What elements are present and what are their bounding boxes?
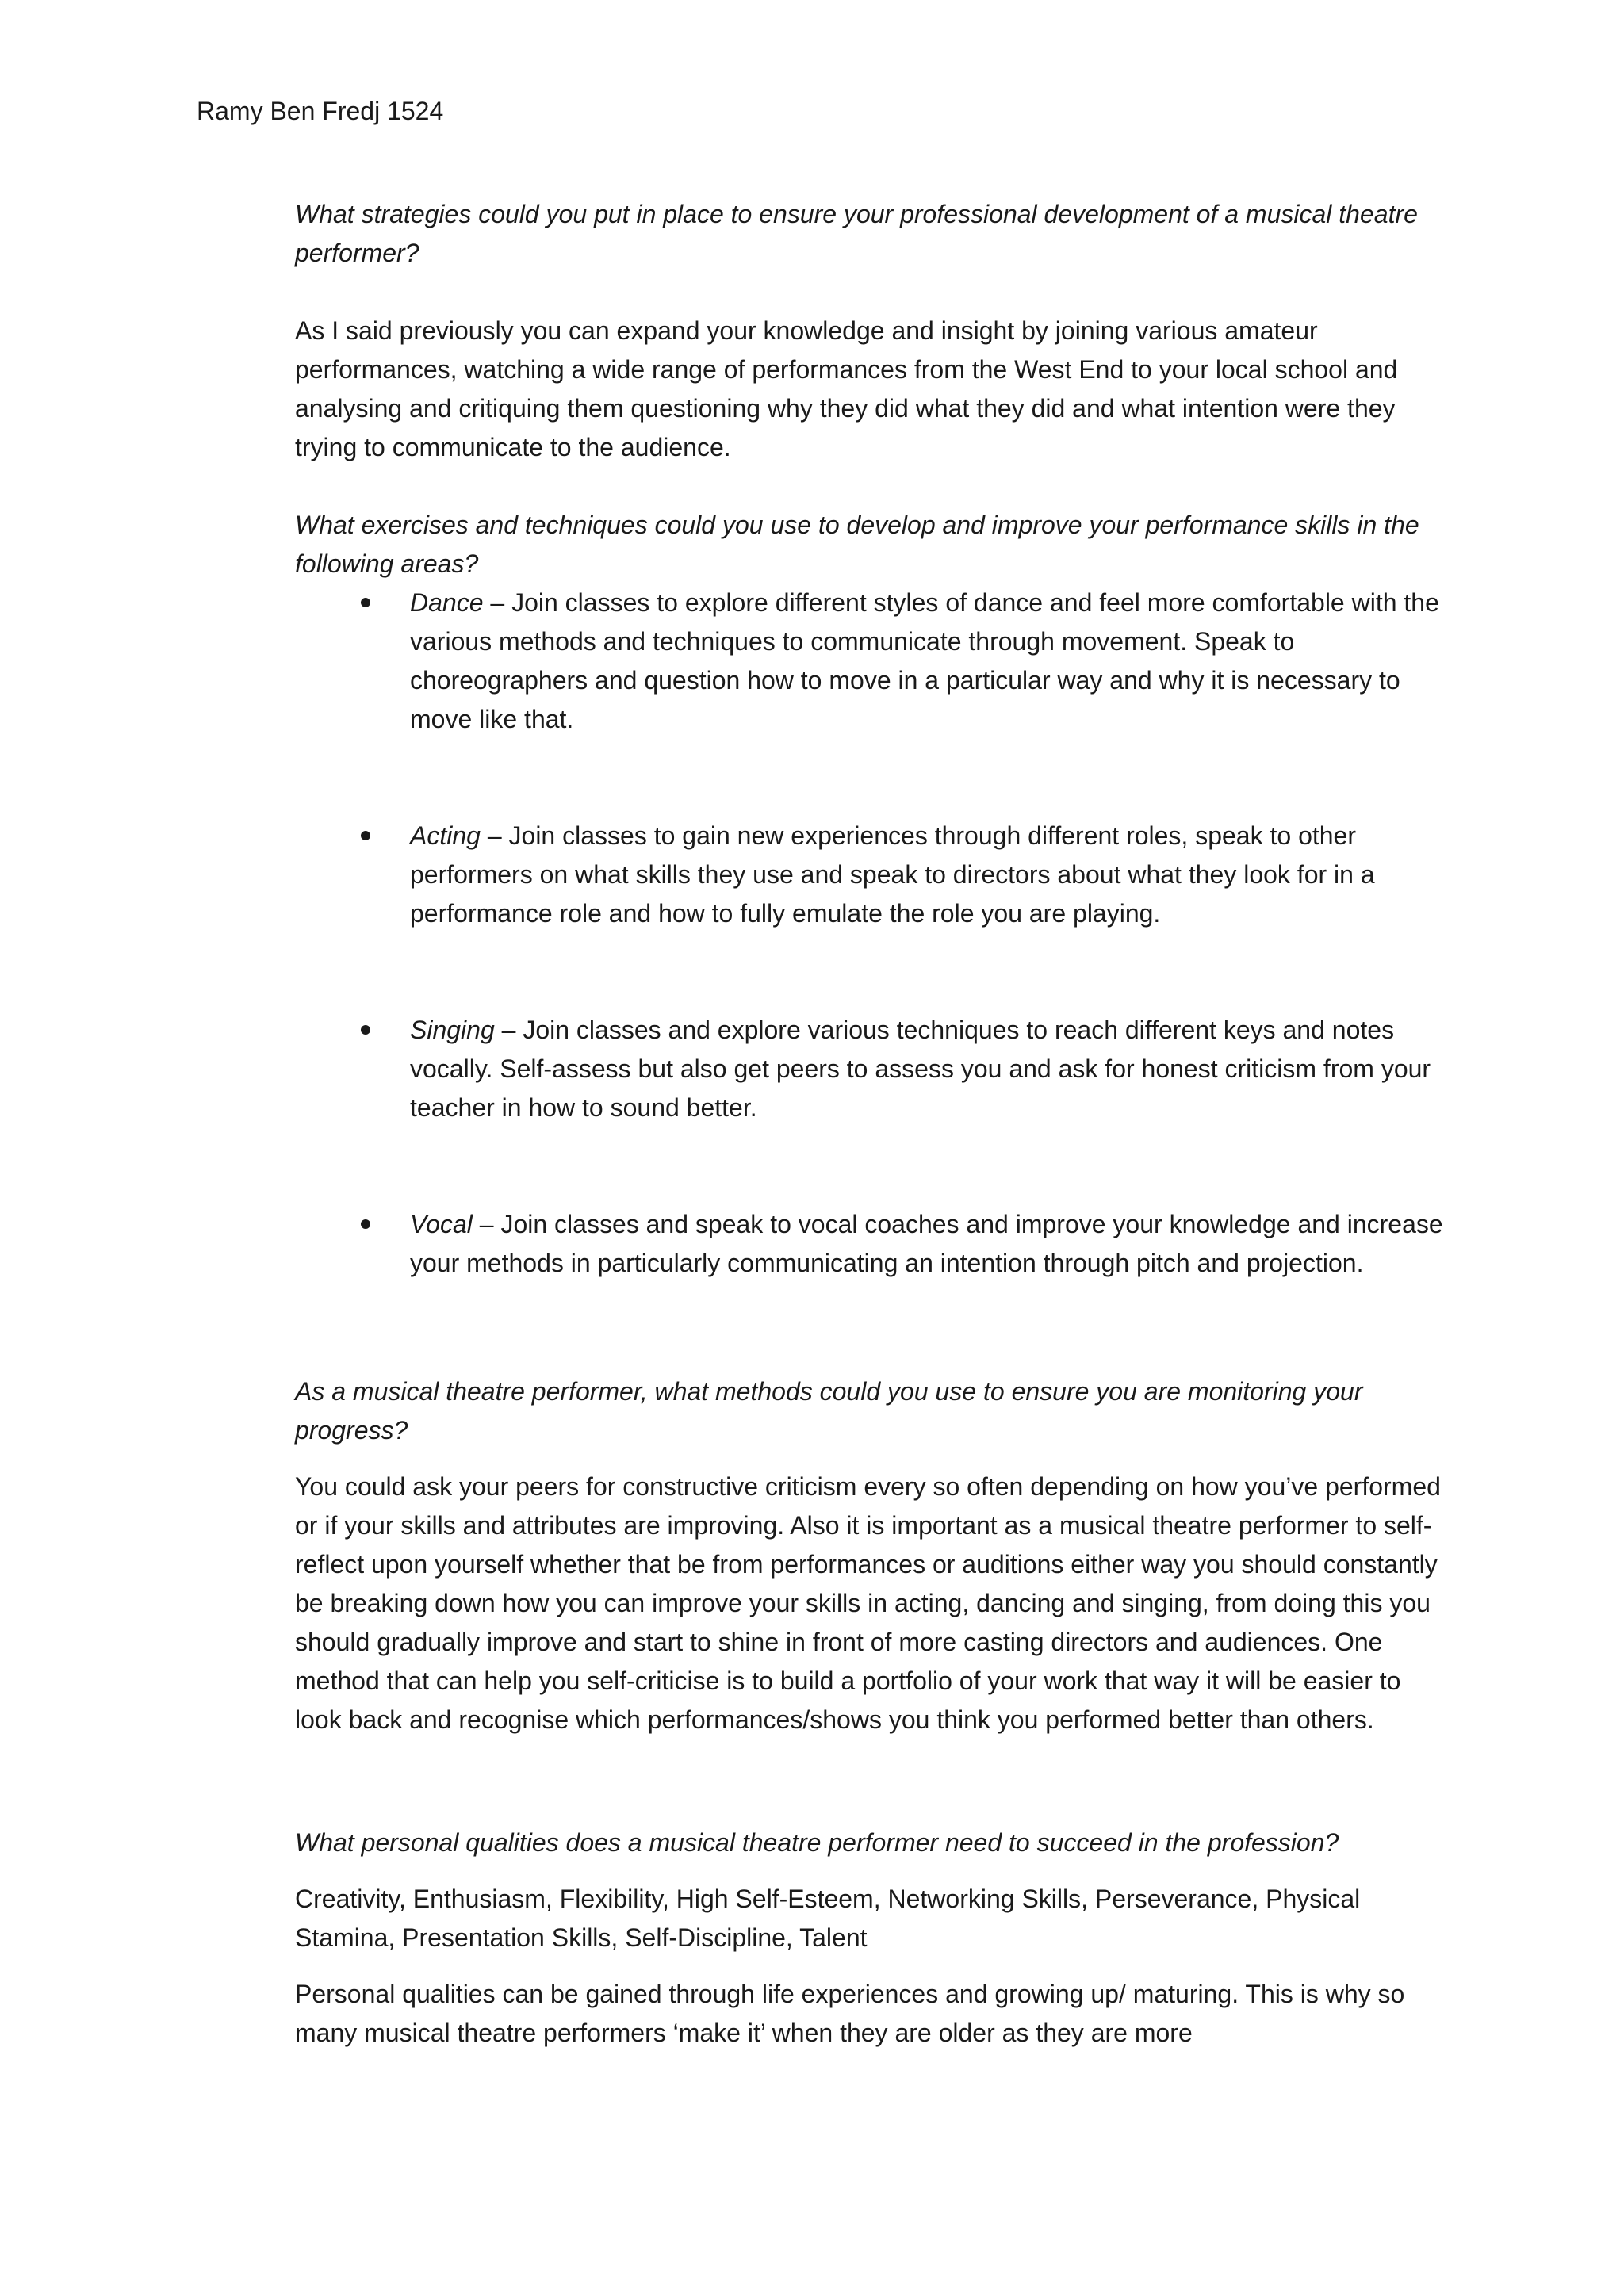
area-name: Singing	[410, 1016, 495, 1044]
bullet-icon	[361, 1025, 370, 1035]
area-text: – Join classes and speak to vocal coaches and improve your knowledge and increase your methods in particularly communicating an intention through pitch and projection.	[410, 1210, 1443, 1277]
question-monitoring-progress: As a musical theatre performer, what methods could you use to ensure you are monitoring your progress?	[295, 1377, 1363, 1445]
list-item-dance	[295, 584, 1445, 739]
bullet-icon	[361, 1219, 370, 1229]
question-professional-development: What strategies could you put in place to ensure your professional development of a musical theatre performer?	[295, 200, 1418, 267]
page-header-author: Ramy Ben Fredj 1524	[197, 97, 444, 125]
area-name: Dance	[410, 588, 484, 617]
list-item-vocal	[295, 1205, 1445, 1283]
answer-monitoring-progress: You could ask your peers for constructive criticism every so often depending on how you’ve performed or if your skills and attributes are improving. Also it is important as a musical theatre performer to self-reflect upon yourself whether that be from performances or auditions either way you should constantly be breaking down how you can improve your skills in acting, dancing and singing, from doing this you should gradually improve and start to shine in front of more casting directors and audiences. One method that can help you self-criticise is to build a portfolio of your work that way it will be easier to look back and recognise which performances/shows you think you performed better than others.	[295, 1472, 1441, 1734]
area-name: Acting	[410, 821, 481, 850]
list-item-acting	[295, 817, 1445, 933]
bullet-icon	[361, 598, 370, 607]
list-item-singing	[295, 1011, 1445, 1127]
area-name: Vocal	[410, 1210, 473, 1238]
question-performance-skills: What exercises and techniques could you use to develop and improve your performance skills in the following areas?	[295, 511, 1419, 578]
document-body	[295, 195, 1445, 2053]
area-text: – Join classes and explore various techniques to reach different keys and notes vocally. Self-assess but also get peers to assess you and ask for honest criticism from your teacher in how to sound better.	[410, 1016, 1431, 1122]
answer-personal-qualities: Personal qualities can be gained through life experiences and growing up/ maturing. This is why so many musical theatre performers ‘make it’ when they are older as they are more	[295, 1980, 1405, 2047]
personal-qualities-list: Creativity, Enthusiasm, Flexibility, High Self-Esteem, Networking Skills, Perseverance, Physical Stamina, Presentation Skills, Self-Discipline, Talent	[295, 1885, 1361, 1952]
answer-professional-development: As I said previously you can expand your knowledge and insight by joining various amateur performances, watching a wide range of performances from the West End to your local school and analysing and critiquing them questioning why they did what they did and what intention were they trying to communicate to the audience.	[295, 316, 1398, 461]
performance-skills-list	[295, 584, 1445, 1283]
question-personal-qualities: What personal qualities does a musical theatre performer need to succeed in the profession?	[295, 1828, 1339, 1857]
area-text: – Join classes to explore different styles of dance and feel more comfortable with the various methods and techniques to communicate through movement. Speak to choreographers and question how to move in a particular way and why it is necessary to move like that.	[410, 588, 1439, 733]
area-text: – Join classes to gain new experiences through different roles, speak to other performers on what skills they use and speak to directors about what they look for in a performance role and how to fully emulate the role you are playing.	[410, 821, 1375, 928]
bullet-icon	[361, 831, 370, 840]
